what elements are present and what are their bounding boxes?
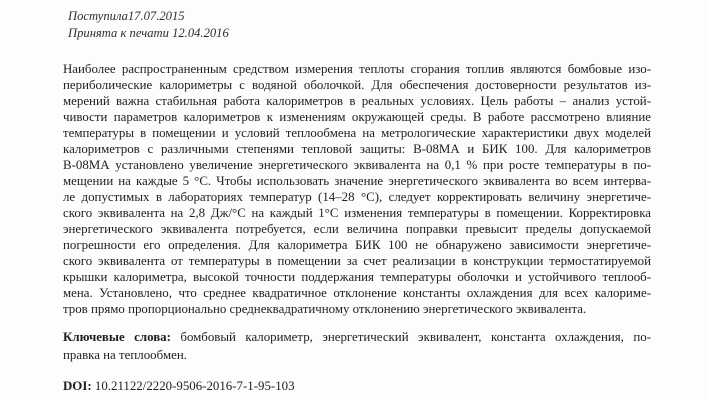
abstract-line: периболические калориметры с водяной оболочкой. Для обеспечения достоверности результатов из- xyxy=(63,78,651,92)
keywords-paragraph xyxy=(63,328,651,364)
keywords-text: бомбовый калориметр, энергетический эквивалент, константа охлаждения, по- xyxy=(170,330,651,344)
abstract-line: ского эквивалента на 2,8 Дж/°С на каждый 1°С изменения температуры в помещении. Корректировка xyxy=(63,206,651,220)
accepted-date-line: Принята к печати 12.04.2016 xyxy=(68,26,229,40)
abstract-paragraph xyxy=(63,61,651,317)
keywords-line xyxy=(63,328,651,346)
abstract-line: Наиболее распространенным средством измерения теплоты сгорания топлив являются бомбовые изо- xyxy=(63,62,651,76)
keywords-continuation: правка на теплообмен. xyxy=(63,348,188,362)
received-date-line: Поступила17.07.2015 xyxy=(68,9,185,23)
abstract-line: тров прямо пропорционально среднеквадратичному отклонению энергетического эквивалента. xyxy=(63,302,587,316)
abstract-line: мещении на каждые 5 °С. Чтобы использовать значение энергетического эквивалента во всем интерва- xyxy=(63,174,651,188)
abstract-line: калориметров с различными степенями тепловой защиты: В-08МА и БИК 100. Для калориметров xyxy=(63,142,651,156)
doi-value: 10.21122/2220-9506-2016-7-1-95-103 xyxy=(91,379,295,393)
abstract-line: энергетического эквивалента потребуется, если величина поправки превысит пределы допускаемой xyxy=(63,222,651,236)
abstract-line: ле допустимых в лабораториях температур (14–28 °С), следует корректировать величину энергетиче- xyxy=(63,190,651,204)
abstract-line: температуры в помещении и условий теплообмена на метрологические характеристики двух моделей xyxy=(63,126,651,140)
abstract-line: ского эквивалента от температуры в помещении за счет реализации в конструкции термостатируемой xyxy=(63,254,651,268)
abstract-line: погрешности его определения. Для калориметра БИК 100 не обнаружено зависимости энергетиче- xyxy=(63,238,651,252)
abstract-line: В-08МА установлено увеличение энергетического эквивалента на 0,1 % при росте температуры в по- xyxy=(63,158,651,172)
doi-label: DOI: xyxy=(63,379,92,393)
dates-block xyxy=(68,8,651,42)
abstract-line: крышки калориметра, высокой точности поддержания температуры оболочки и устойчивого теплооб- xyxy=(63,270,651,284)
doi-line xyxy=(63,378,651,394)
abstract-line: чивости параметров калориметров к изменениям окружающей среды. В работе рассмотрено влияние xyxy=(63,110,651,124)
keywords-label: Ключевые слова: xyxy=(63,330,171,344)
abstract-line: мерений важна стабильная работа калориметров в реальных условиях. Цель работы – анализ устой- xyxy=(63,94,651,108)
abstract-line: мена. Установлено, что среднее квадратичное отклонение константы охлаждения для всех калориме- xyxy=(63,286,651,300)
paper-content xyxy=(63,8,651,394)
